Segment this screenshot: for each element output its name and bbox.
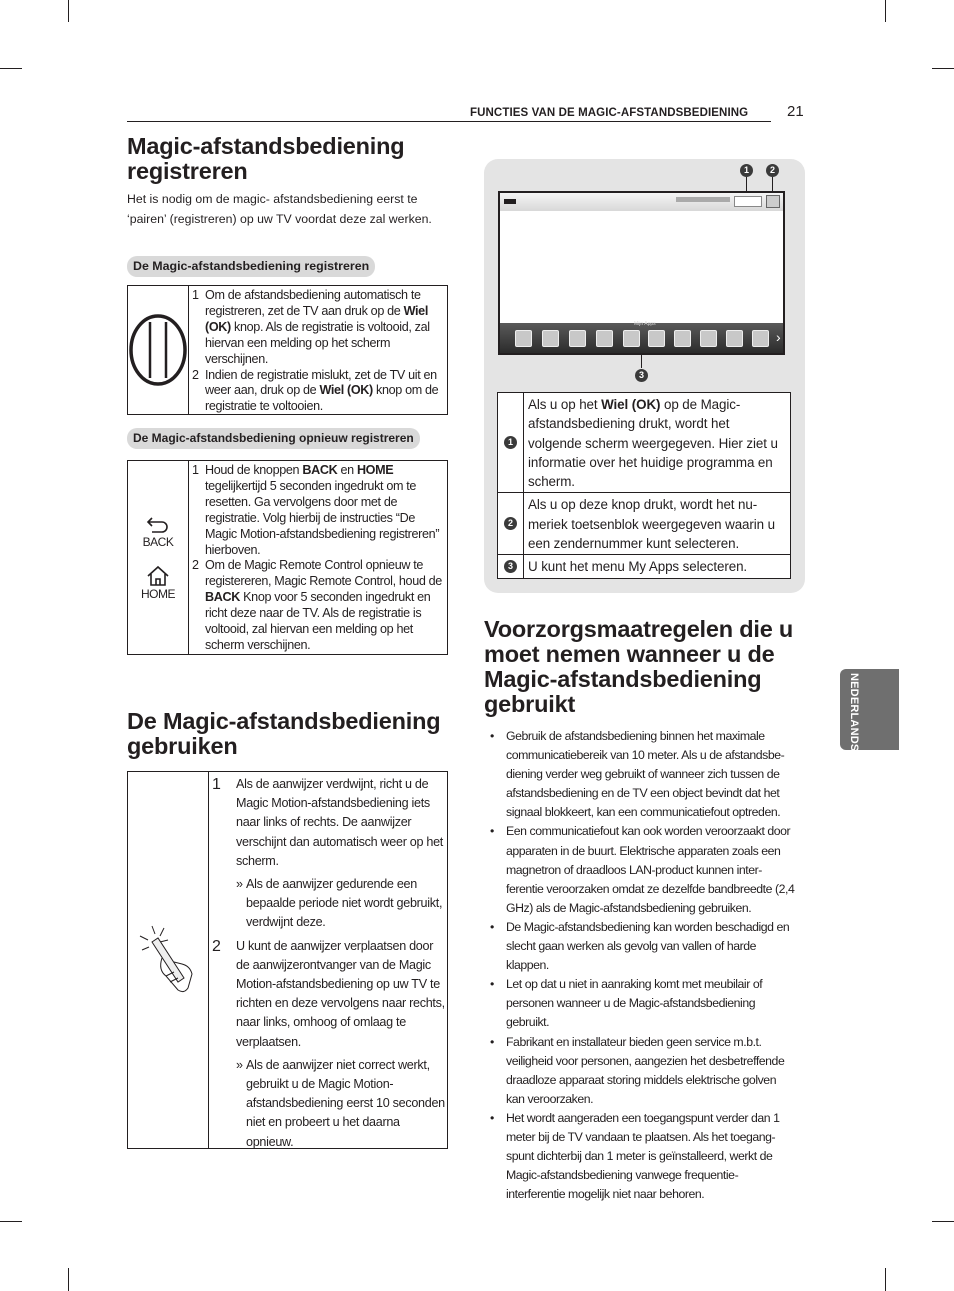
pointing-hand-illustration [128,772,209,1148]
crop-mark [932,68,954,69]
crop-mark [0,68,22,69]
channel-icon [504,199,516,204]
crop-mark [885,1268,886,1291]
use-item-2: 2 U kunt de aanwijzer verplaatsen door de aanwijzerontvanger van de Magic Motion-afstandsbediening op uw TV te richten en deze vervolgens naar rechts, naar links, omhoog of omlaag te verplaatsen. » Als de aanwijzer niet correct werkt, gebruikt u de Magic Motion-afstandsbediening eerst 10 seconden niet en probeert u het daarna opnieuw. [212,937,445,1152]
wheel-icon [129,314,187,386]
list-item: • De Magic-afstandsbediening kan worden beschadigd en slecht gaan werken als gevolg van vallen of harde klappen. [490,919,790,973]
subheading-register: De Magic-afstandsbediening registreren [127,256,375,277]
list-item: • Een communicatiefout kan ook worden veroorzaakt door apparaten in de buurt. Elektrische apparaten zoals een magnetron of draadloos LAN-product kunnen inter-ferentie veroorzaken omdat ze dezelfde bandbreedte (2,4 GHz) als de Magic-afstandsbediening gebruiken. [490,824,795,915]
progress-bar [676,197,730,202]
list-item: • Het wordt aangeraden een toegangspunt verder dan 1 meter bij de TV vandaan te plaatsen. Als het toegang-spunt dichterbij dan 1 meter is geïnstalleerd, werkt de Magic-afstandsbediening vanwege frequentie-interferentie mogelijk niet naar behoren. [490,1110,780,1202]
list-item: • Let op dat u niet in aanraking komt met meubilair of personen wanneer u de Magic-afstandsbediening gebruikt. [490,977,763,1030]
info-row-3: 3 U kunt het menu My Apps selecteren. [498,555,790,577]
crop-mark [68,0,69,22]
crop-mark [68,1268,69,1291]
register-steps [189,286,447,414]
use-table [127,771,448,1149]
list-item: • Gebruik de afstandsbediening binnen het maximale communicatiebereik van 10 meter. Als u de afstandsbe-diening verder weg gebruikt of wanneer zich tussen de afstandsbediening en de TV een object bevindt dat het signaal blokkeert, kan een communicatiefout optreden. [490,729,785,820]
home-icon [146,565,170,587]
use-item-1: 1 Als de aanwijzer verdwijnt, richt u de Magic Motion-afstandsbediening iets naar links of rechts. De aanwijzer verschijnt dan automatisch weer op het scherm. » Als de aanwijzer gedurende een bepaalde periode niet wordt gebruikt, verdwijnt deze. [212,775,445,933]
register-table [127,285,448,415]
subheading-reregister: De Magic-afstandsbediening opnieuw registreren [127,428,420,449]
app-icon[interactable] [542,330,559,347]
register-title: Magic-afstandsbediening registreren [127,133,405,184]
crop-mark [885,0,886,22]
marker-line [641,353,642,368]
list-item: • Fabrikant en installateur bieden geen service m.b.t. veiligheid voor personen, aangezien het desbetreffende draadloze apparaat storing middels elektrische golven kan veroorzaken. [490,1034,785,1106]
reregister-table [127,460,448,655]
register-intro: Het is nodig om de magic- afstandsbediening eerst te ‘pairen’ (registreren) op uw TV voordat deze zal werken. [127,192,432,226]
screen-info-table [497,392,791,579]
note-2: » Als de aanwijzer niet correct werkt, gebruikt u de Magic Motion-afstandsbediening eerst 10 seconden niet en probeert u het daarna opnieuw. [236,1057,445,1149]
number-pad-button[interactable] [734,196,762,207]
app-icon[interactable] [648,330,665,347]
wheel-button-illustration [128,286,189,414]
note-1: » Als de aanwijzer gedurende een bepaalde periode niet wordt gebruikt, verdwijnt deze. [236,877,443,930]
app-icon[interactable] [752,330,769,347]
page-number: 21 [787,103,804,120]
tv-screen [498,191,785,355]
step-2: 2 Om de Magic Remote Control opnieuw te registereren, Magic Remote Control, houd de BACK Knop voor 5 seconden ingedrukt en richt deze naar de TV. Als de registratie is voltooid, zal hiervan een melding op het scherm verschijnen. [192,558,442,652]
crop-mark [932,1221,954,1222]
home-label: HOME [141,586,175,601]
app-icon[interactable] [700,330,717,347]
running-header: FUNCTIES VAN DE MAGIC-AFSTANDSBEDIENING [470,107,749,119]
language-tab: NEDERLANDS [840,669,899,750]
app-icon[interactable] [515,330,532,347]
precautions-list [490,727,795,1204]
apps-label: Mijn Apps [634,321,656,327]
remote-icon[interactable] [766,195,780,208]
header-rule [127,121,771,122]
crop-mark [0,1221,22,1222]
reregister-steps [189,461,447,654]
marker-3: 3 [635,369,648,382]
marker-2: 2 [766,164,779,177]
marker-1: 1 [740,164,753,177]
step-1: 1 Om de afstandsbediening automatisch te registreren, zet de TV aan druk op de Wiel (OK) knop. Als de registratie is voltooid, zal hiervan een melding op het scherm verschijnen. [192,288,430,366]
app-icon[interactable] [569,330,586,347]
info-row-1: 1 Als u op het Wiel (OK) op de Magic-afstandsbediening drukt, wordt het volgende scherm weergegeven. Hier ziet u informatie over het huidige programma en scherm. [498,393,790,493]
app-icon[interactable] [596,330,613,347]
info-row-2: 2 Als u op deze knop drukt, wordt het nu-meriek toetsenblok weergegeven waarin u een zendernummer kunt selecteren. [498,493,790,555]
app-icon[interactable] [726,330,743,347]
info-bar [500,193,783,211]
hand-remote-icon [138,924,198,996]
back-label: BACK [142,534,174,549]
use-title: De Magic-afstandsbediening gebruiken [127,708,441,759]
back-home-illustration [128,461,189,654]
step-1: 1 Houd de knoppen BACK en HOME tegelijkertijd 5 seconden ingedrukt om te resetten. Ga vervolgens door met de registratie. Volg hierbij de instructies “De Magic Motion-afstandsbediening registreren” hierboven. [192,463,440,557]
my-apps-bar[interactable] [500,323,783,353]
back-icon [146,515,170,535]
precautions-title: Voorzorgsmaatregelen die u moet nemen wanneer u de Magic-afstandsbediening gebruikt [484,616,794,717]
app-icon[interactable] [674,330,691,347]
step-2: 2 Indien de registratie mislukt, zet de TV uit en weer aan, druk op de Wiel (OK) knop om de registratie te voltooien. [192,367,439,414]
chevron-right-icon[interactable]: › [776,329,781,345]
use-items [209,772,447,1148]
app-icon[interactable] [623,330,640,347]
